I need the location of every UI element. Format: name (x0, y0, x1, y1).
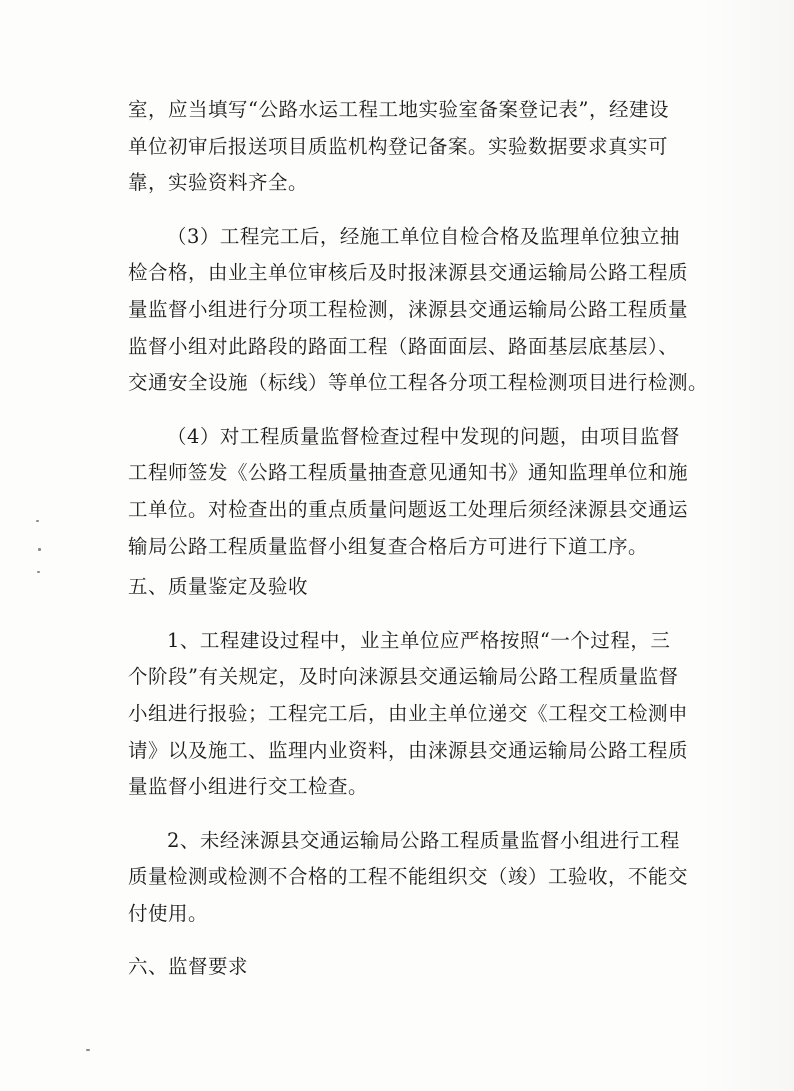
scan-speck (36, 520, 39, 522)
scan-speck (37, 571, 40, 573)
text-line: 个阶段”有关规定，及时向涞源县交通运输局公路工程质量监督 (128, 665, 679, 689)
section-heading-quality-acceptance (128, 569, 673, 606)
text-line: 单位初审后报送项目质监机构登记备案。实验数据要求真实可 (128, 134, 669, 158)
text-line: 请》以及施工、监理内业资料，由涞源县交通运输局公路工程质 (128, 738, 689, 762)
paragraph-item-4 (128, 419, 689, 565)
text-line: 工程师签发《公路工程质量抽查意见通知书》通知监理单位和施 (128, 461, 689, 485)
paragraph-lab-registration (128, 92, 673, 202)
text-line: 工单位。对检查出的重点质量问题返工处理后须经涞源县交通运 (128, 497, 689, 521)
text-line: 量监督小组进行交工检查。 (128, 775, 369, 799)
scan-speck (86, 1049, 90, 1051)
paragraph-item-3 (128, 219, 709, 402)
paragraph-clause-2 (128, 823, 689, 933)
text-line: 检合格，由业主单位审核后及时报涞源县交通运输局公路工程质 (128, 261, 689, 285)
text-line: 付使用。 (128, 901, 209, 925)
text-line: 监督小组对此路段的路面工程（路面面层、路面基层底基层）、 (128, 334, 679, 358)
heading-text: 六、监督要求 (128, 955, 249, 979)
text-line: 1、工程建设过程中，业主单位应严格按照“一个过程，三 (167, 628, 671, 652)
text-line: 质量检测或检测不合格的工程不能组织交（竣）工验收，不能交 (128, 865, 689, 889)
text-line: 量监督小组进行分项工程检测，涞源县交通运输局公路工程质量 (128, 297, 689, 321)
text-line: 交通安全设施（标线）等单位工程各分项工程检测项目进行检测。 (128, 371, 709, 395)
text-line: 输局公路工程质量监督小组复查合格后方可进行下道工序。 (128, 534, 649, 558)
document-body (128, 92, 709, 986)
text-line: （4）对工程质量监督检查过程中发现的问题，由项目监督 (167, 424, 680, 448)
text-line: 2、未经涞源县交通运输局公路工程质量监督小组进行工程 (167, 828, 680, 852)
section-heading-supervision-requirements (128, 949, 673, 986)
paragraph-clause-1 (128, 623, 689, 806)
text-line: （3）工程完工后，经施工单位自检合格及监理单位独立抽 (167, 224, 680, 248)
text-line: 靠，实验资料齐全。 (128, 171, 309, 195)
text-line: 小组进行报验；工程完工后，由业主单位递交《工程交工检测申 (128, 701, 689, 725)
text-line: 室，应当填写“公路水运工程工地实验室备案登记表”，经建设 (128, 98, 669, 121)
scan-speck (38, 548, 41, 551)
heading-text: 五、质量鉴定及验收 (128, 575, 309, 599)
